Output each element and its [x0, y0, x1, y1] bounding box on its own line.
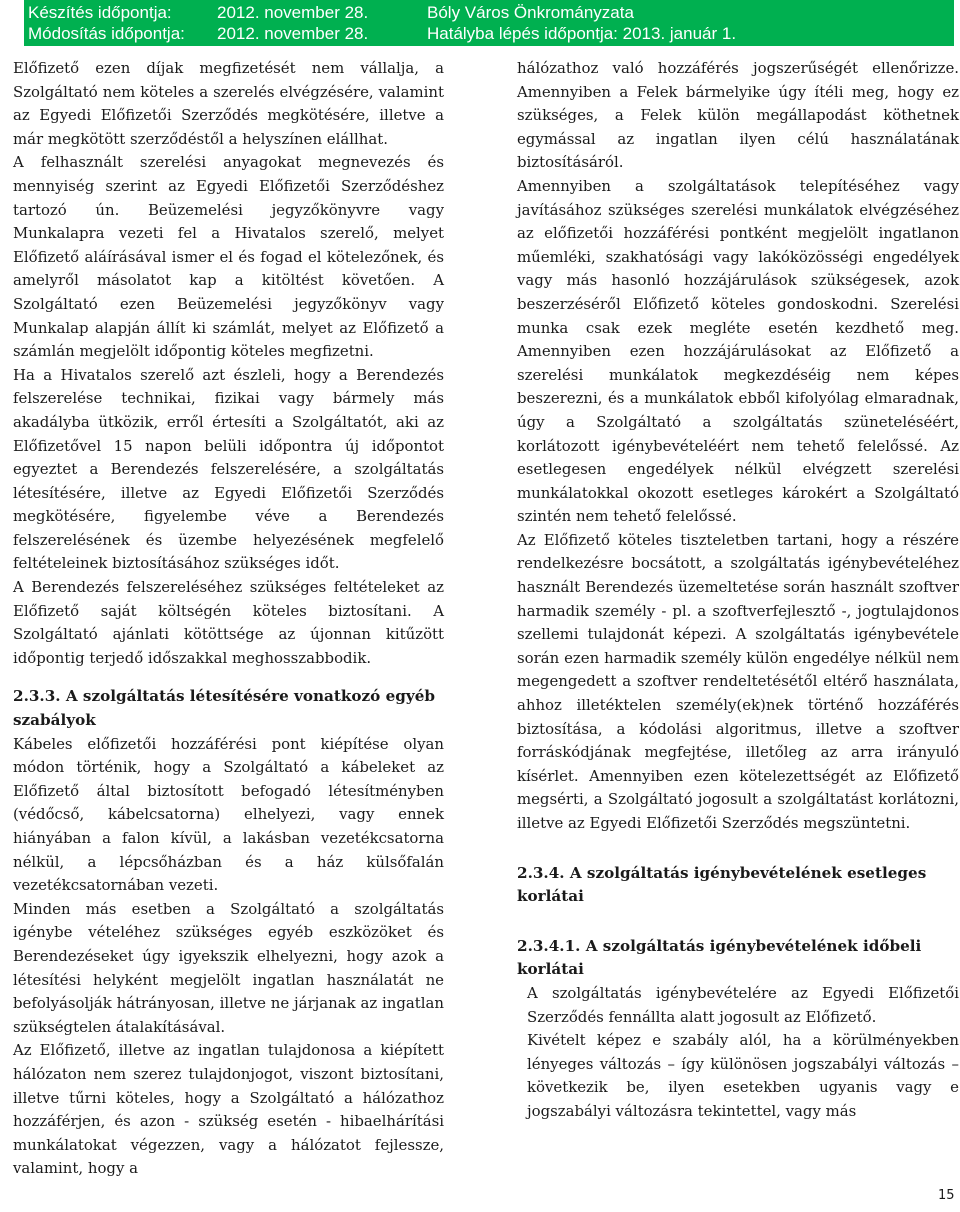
paragraph: A szolgáltatás igénybevételére az Egyedi Előfizetői Szerződés fennállta alatt jogosult az Előfizető.	[527, 983, 959, 1026]
section-heading-2-3-3: 2.3.3. A szolgáltatás létesítésére vonatkozó egyéb szabályok	[13, 687, 435, 730]
paragraph: A Berendezés felszereléséhez szükséges feltételeket az Előfizető saját költségén köteles biztosítani. A Szolgáltató ajánlati kötöttsége az újonnan kitűzött időpontig terjedő időszakkal meghosszabbodik.	[13, 578, 444, 667]
paragraph: hálózathoz való hozzáférés jogszerűségét ellenőrizze. Amennyiben a Felek bármelyike úgy ítéli meg, hogy ez szükséges, a Felek külön megállapodást köthetnek egymással az ingatlan ilyen célú használatának biztosításáról.	[517, 59, 959, 172]
header-row-modified	[28, 23, 948, 44]
left-column	[13, 57, 444, 1181]
right-column	[517, 57, 959, 1124]
header-row-created	[28, 2, 948, 23]
created-label: Készítés időpontja:	[28, 3, 172, 22]
document-header	[24, 0, 954, 46]
paragraph: Minden más esetben a Szolgáltató a szolgáltatás igénybe vételéhez szükséges egyéb eszközöket és Berendezéseket úgy igyekszik elhelyezni, hogy azok a létesítési helyként megjelölt ingatlan használatát ne befolyásolják hátrányosan, illetve ne járjanak az ingatlan szükségtelen átalakításával.	[13, 899, 444, 1036]
created-date: 2012. november 28.	[217, 3, 369, 22]
paragraph: Amennyiben a szolgáltatások telepítéséhez vagy javításához szükséges szerelési munkálatok elvégzéséhez az előfizetői hozzáférési pontként megjelölt ingatlanon műemléki, szakhatósági vagy lakóközösségi engedélyek vagy más hasonló hozzájárulások szükségesek, azok beszerzéséről Előfizető köteles gondoskodni. Szerelési munka csak ezek megléte esetén kezdhető meg. Amennyiben ezen hozzájárulásokat az Előfizető a szerelési munkálatok megkezdéséig nem képes beszerezni, és a munkálatok ebből kifolyólag elmaradnak, úgy a Szolgáltató a szolgáltatás szüneteléséért, korlátozott igénybevételéért nem tehető felelőssé. Az esetlegesen engedélyek nélkül elvégzett szerelési munkálatokkal okozott esetleges károkért a Szolgáltató szintén nem tehető felelőssé.	[517, 176, 959, 526]
paragraph: Előfizető ezen díjak megfizetését nem vállalja, a Szolgáltató nem köteles a szerelés elvégzésére, valamint az Egyedi Előfizetői Szerződés megkötésére, illetve a már megkötött szerződéstől a helyszínen elállhat.	[13, 59, 444, 148]
paragraph: Az Előfizető köteles tiszteletben tartani, hogy a részére rendelkezésre bocsátott, a szolgáltatás igénybevételéhez használt Berendezés üzemeltetése során használt szoftver harmadik személy - pl. a szoftverfejlesztő -, jogtulajdonos szellemi tulajdonát képezi. A szolgáltatás igénybevétele során ezen harmadik személy külön engedélye nélkül nem megengedett a szoftver rendeltetésétől eltérő használata, ahhoz illetéktelen személy(ek)nek történő hozzáférés biztosítása, a kódolási algoritmus, illetve a szoftver forráskódjának megfejtése, illetőleg az arra irányuló kísérlet. Amennyiben ezen kötelezettségét az Előfizető megsérti, a Szolgáltató jogosult a szolgáltatást korlátozni, illetve az Egyedi Előfizetői Szerződés megszüntetni.	[517, 530, 959, 832]
paragraph: Ha a Hivatalos szerelő azt észleli, hogy a Berendezés felszerelése technikai, fizikai vagy bármely más akadályba ütközik, erről értesíti a Szolgáltatót, aki az Előfizetővel 15 napon belüli időpontra új időpontot egyeztet a Berendezés felszerelésére, a szolgáltatás létesítésére, illetve az Egyedi Előfizetői Szerződés megkötésére, figyelembe véve a Berendezés felszerelésének és üzembe helyezésének megfelelő feltételeinek biztosításához szükséges időt.	[13, 365, 444, 573]
effective-date: Hatályba lépés időpontja: 2013. január 1.	[427, 24, 737, 43]
organization-name: Bóly Város Önkrományzata	[427, 3, 634, 22]
section-heading-2-3-4: 2.3.4. A szolgáltatás igénybevételének esetleges korlátai	[517, 863, 927, 906]
modified-label: Módosítás időpontja:	[28, 24, 185, 43]
section-heading-2-3-4-1: 2.3.4.1. A szolgáltatás igénybevételének időbeli korlátai	[517, 936, 922, 979]
modified-date: 2012. november 28.	[217, 24, 369, 43]
paragraph: Kivételt képez e szabály alól, ha a körülményekben lényeges változás – így különösen jogszabályi változás – következik be, ilyen esetekben ugyanis vagy e jogszabályi változásra tekintettel, vagy más	[527, 1031, 959, 1120]
paragraph: A felhasznált szerelési anyagokat megnevezés és mennyiség szerint az Egyedi Előfizetői Szerződéshez tartozó ún. Beüzemelési jegyzőkönyvre vagy Munkalapra vezeti fel a Hivatalos szerelő, melyet Előfizető aláírásával ismer el és fogad el kötelezőnek, és amelyről másolatot kap a kitöltést követően. A Szolgáltató ezen Beüzemelési jegyzőkönyv vagy Munkalap alapján állít ki számlát, melyet az Előfizető a számlán megjelölt időpontig köteles megfizetni.	[13, 153, 444, 361]
paragraph: Az Előfizető, illetve az ingatlan tulajdonosa a kiépített hálózaton nem szerez tulajdonjogot, viszont biztosítani, illetve tűrni köteles, hogy a Szolgáltató a hálózathoz hozzáférjen, és azon - szükség esetén - hibaelhárítási munkálatokat végezzen, vagy a hálózatot fejlessze, valamint, hogy a	[13, 1041, 444, 1178]
paragraph: Kábeles előfizetői hozzáférési pont kiépítése olyan módon történik, hogy a Szolgáltató a kábeleket az Előfizető által biztosított befogadó létesítményben (védőcső, kábelcsatorna) elhelyezi, vagy ennek hiányában a falon kívül, a lakásban vezetékcsatorna nélkül, a lépcsőházban és a ház külsőfalán vezetékcsatornában vezeti.	[13, 734, 444, 895]
page-number: 15	[938, 1188, 955, 1203]
